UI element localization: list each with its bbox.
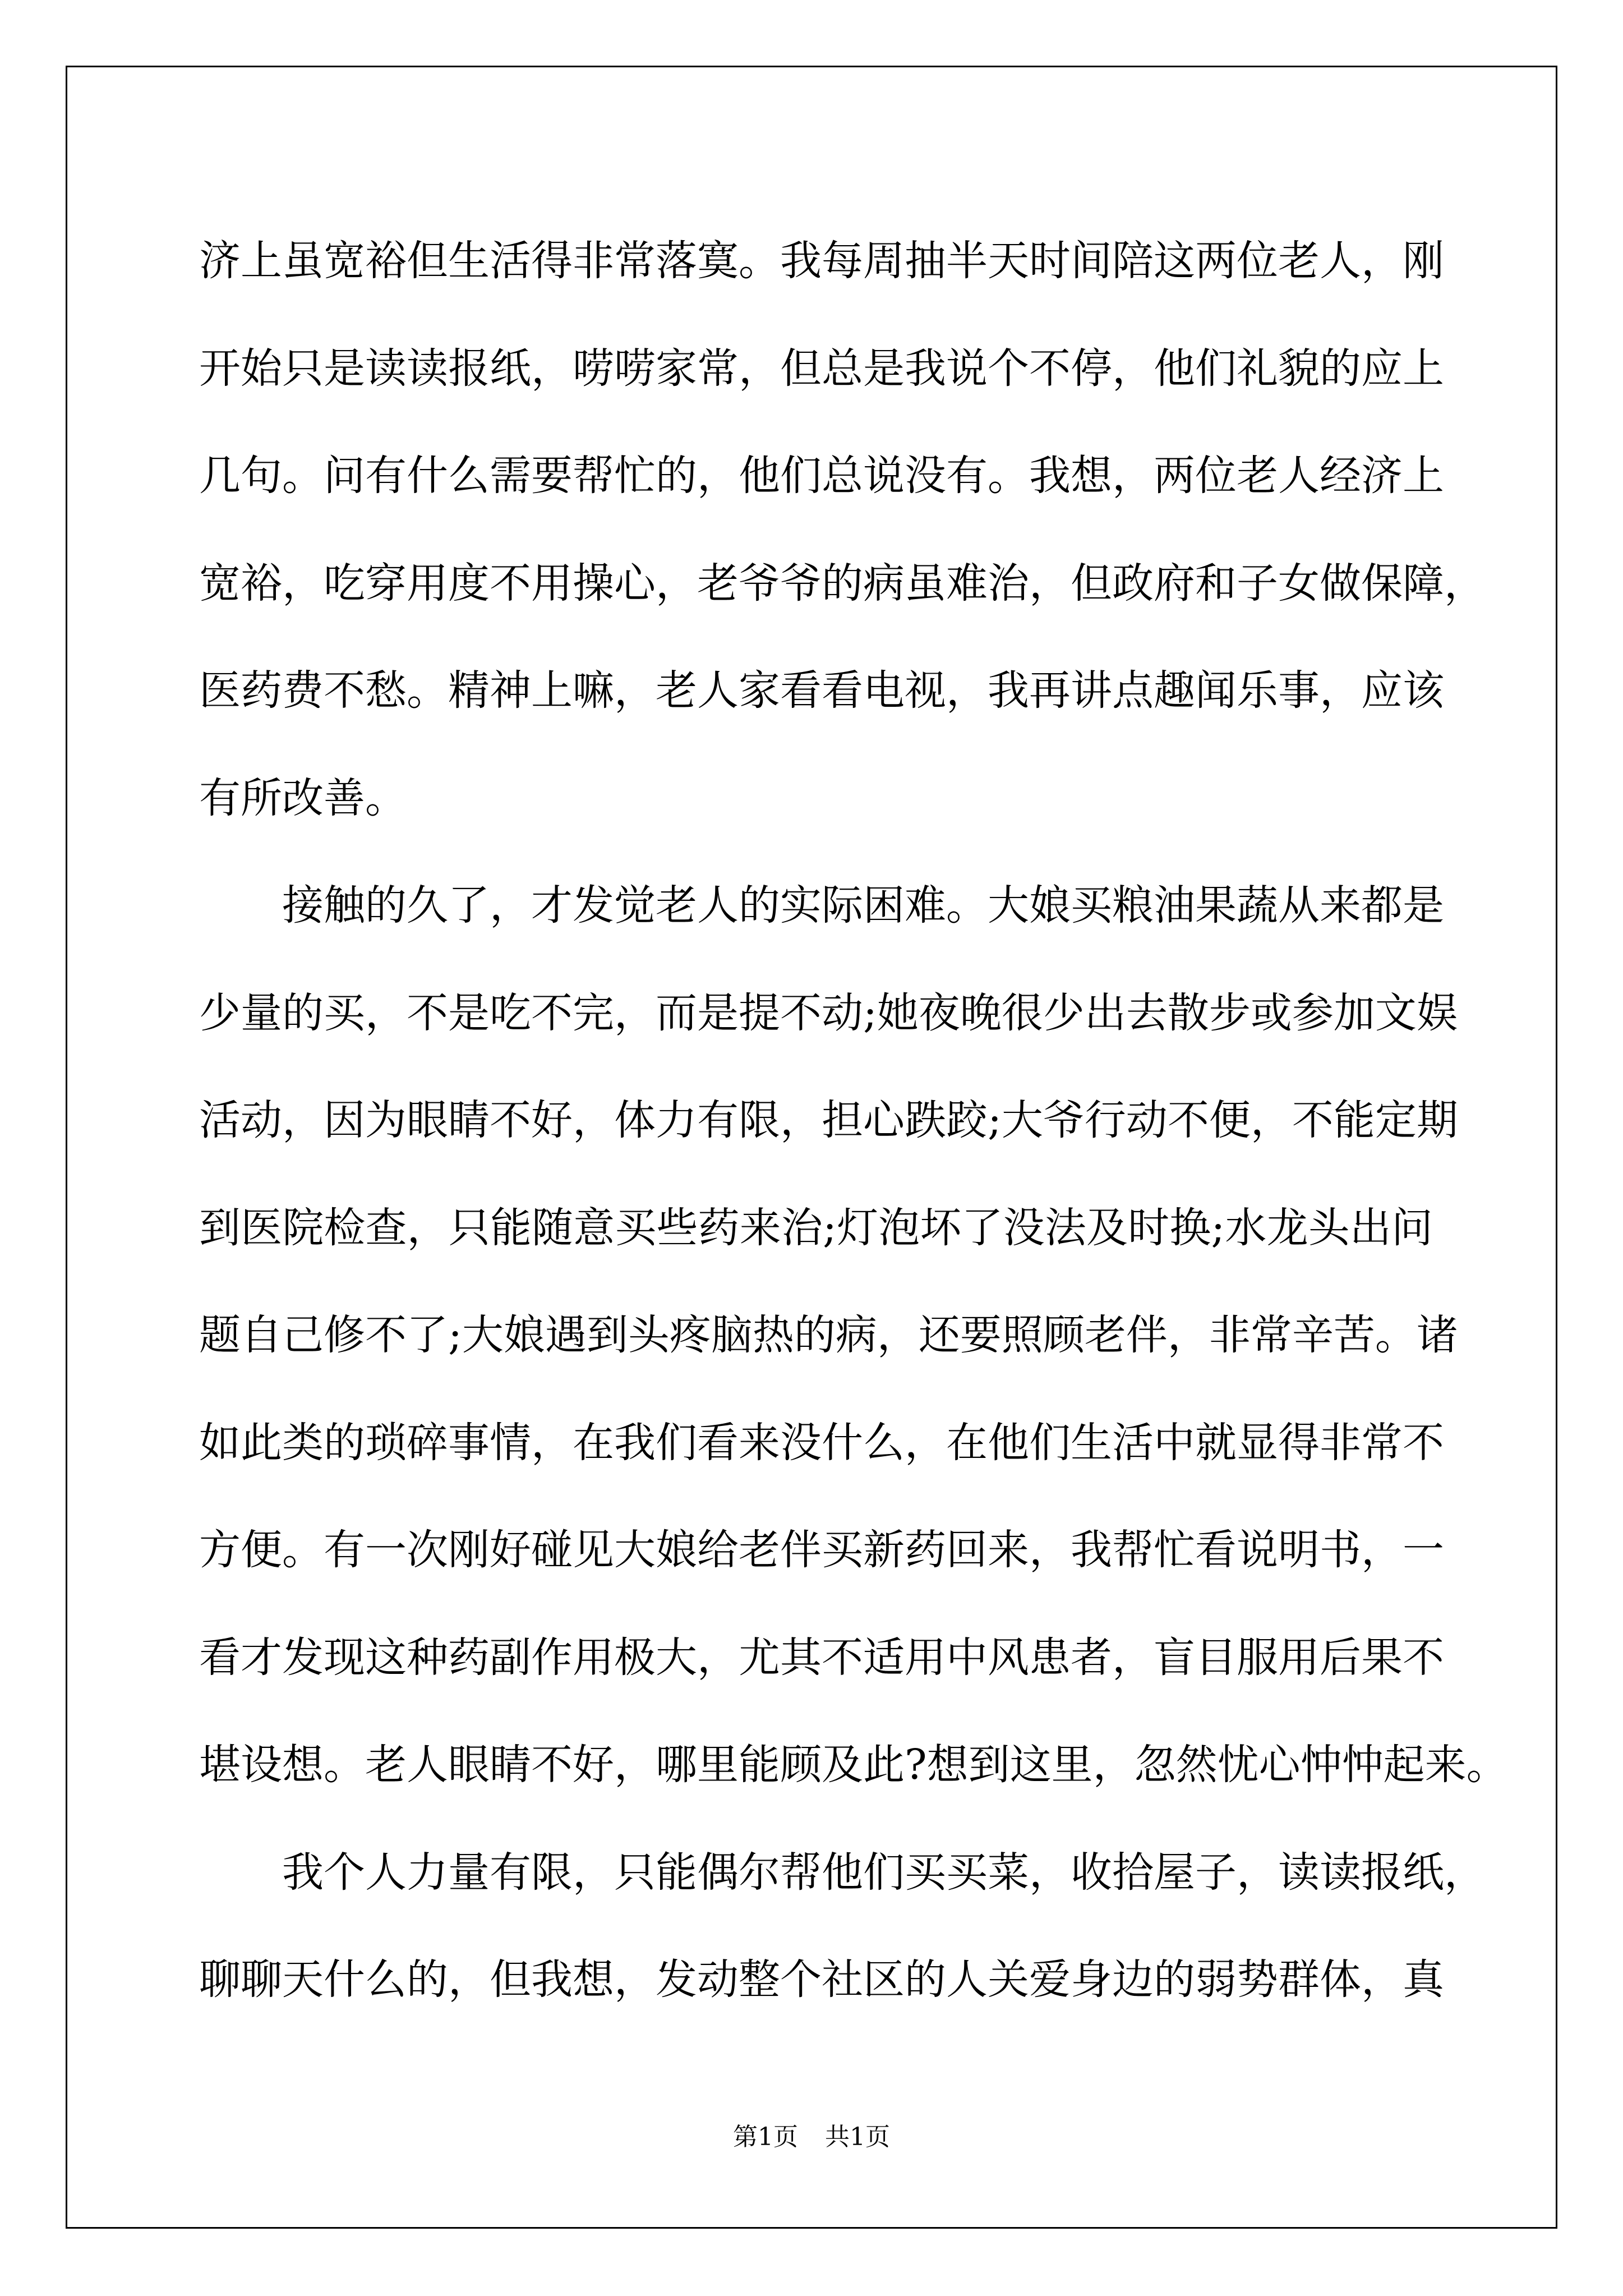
text-line: 几句。问有什么需要帮忙的，他们总说没有。我想，两位老人经济上 [199,452,1444,500]
page-number-current: 第1页 [733,2123,798,2151]
page-number-total: 共1页 [825,2123,890,2151]
text-line: 堪设想。老人眼睛不好，哪里能顾及此?想到这里，忽然忧心忡忡起来。 [199,1741,1508,1789]
page-footer [0,2120,1623,2154]
text-line: 宽裕，吃穿用度不用操心，老爷爷的病虽难治，但政府和子女做保障， [199,559,1486,608]
text-line: 如此类的琐碎事情，在我们看来没什么，在他们生活中就显得非常不 [199,1418,1444,1467]
text-line: 接触的久了，才发觉老人的实际困难。大娘买粮油果蔬从来都是 [282,881,1444,930]
text-line: 医药费不愁。精神上嘛，老人家看看电视，我再讲点趣闻乐事，应该 [199,666,1444,715]
text-line: 到医院检查，只能随意买些药来治;灯泡坏了没法及时换;水龙头出问 [199,1203,1433,1252]
text-line: 有所改善。 [199,774,407,822]
document-body [199,208,1508,2034]
text-line: 少量的买，不是吃不完，而是提不动;她夜晚很少出去散步或参加文娱 [199,988,1458,1037]
text-line: 聊聊天什么的，但我想，发动整个社区的人关爱身边的弱势群体，真 [199,1955,1444,2004]
text-line: 开始只是读读报纸，唠唠家常，但总是我说个不停，他们礼貌的应上 [199,344,1444,393]
text-line: 活动，因为眼睛不好，体力有限，担心跌跤;大爷行动不便，不能定期 [199,1096,1458,1144]
text-line: 看才发现这种药副作用极大，尤其不适用中风患者，盲目服用后果不 [199,1633,1444,1682]
text-line: 我个人力量有限，只能偶尔帮他们买买菜，收拾屋子，读读报纸， [282,1848,1486,1897]
text-line: 题自己修不了;大娘遇到头疼脑热的病，还要照顾老伴，非常辛苦。诸 [199,1311,1458,1359]
text-line: 济上虽宽裕但生活得非常落寞。我每周抽半天时间陪这两位老人，刚 [199,237,1444,285]
text-line: 方便。有一次刚好碰见大娘给老伴买新药回来，我帮忙看说明书，一 [199,1526,1444,1574]
